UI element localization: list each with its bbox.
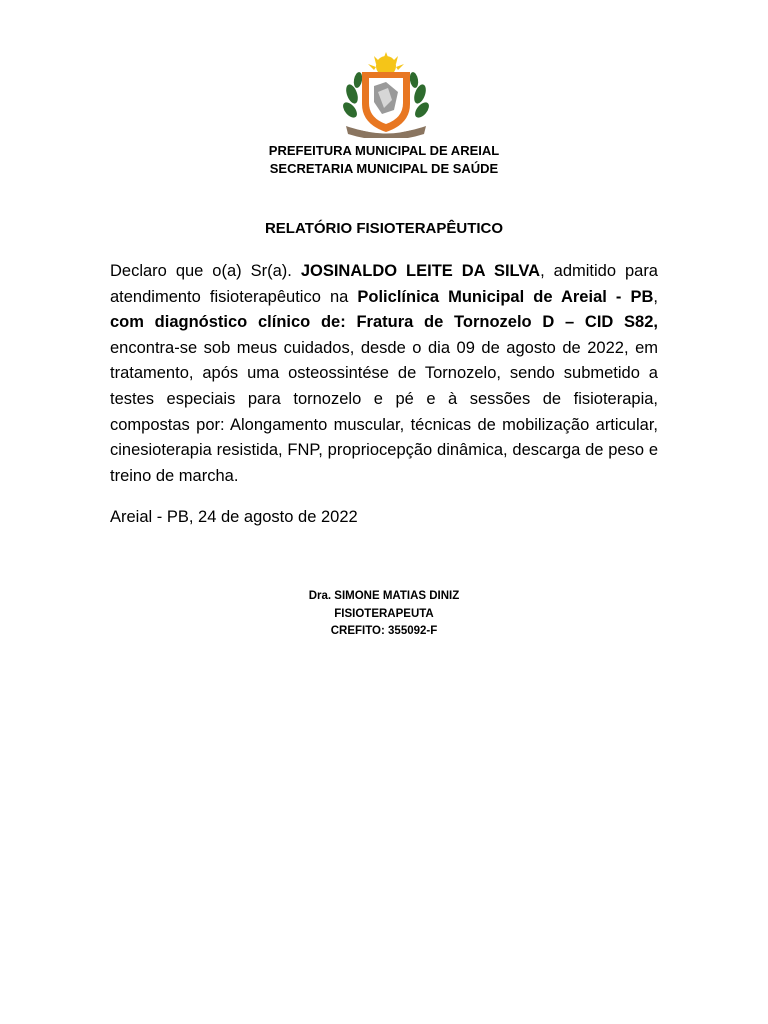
signer-role: FISIOTERAPEUTA bbox=[334, 607, 434, 620]
body-text-2: , admitido para atendimento fisioterapêutico na bbox=[110, 262, 658, 306]
report-body bbox=[110, 259, 658, 489]
clinic-name: Policlínica Municipal de Areial - PB bbox=[357, 287, 654, 306]
institution-header bbox=[0, 142, 768, 178]
header-line-2: SECRETARIA MUNICIPAL DE SAÚDE bbox=[269, 161, 499, 176]
diagnosis: com diagnóstico clínico de: Fratura de Tornozelo D – CID S82, bbox=[110, 313, 658, 332]
body-text-3: , bbox=[653, 287, 658, 306]
coat-of-arms-icon bbox=[338, 52, 434, 138]
signer-name: Dra. SIMONE MATIAS DINIZ bbox=[308, 590, 460, 602]
header-line-1: PREFEITURA MUNICIPAL DE AREIAL bbox=[268, 143, 500, 158]
patient-name: JOSINALDO LEITE DA SILVA bbox=[300, 262, 541, 280]
body-text-1: Declaro que o(a) Sr(a). bbox=[110, 262, 301, 280]
document-title: RELATÓRIO FISIOTERAPÊUTICO bbox=[264, 220, 504, 237]
date-line: Areial - PB, 24 de agosto de 2022 bbox=[110, 508, 358, 526]
signer-registry: CREFITO: 355092-F bbox=[330, 625, 438, 637]
report-paragraph bbox=[110, 259, 658, 489]
body-text-4: encontra-se sob meus cuidados, desde o dia 09 de agosto de 2022, em tratamento, após uma osteossintése de Tornozelo, sendo submetido a testes especiais para tornozelo e pé e à sessões de fisioterapia, compostas por: Alongamento muscular, técnicas de mobilização articular, cinesioterapia resistida, FNP, propriocepção dinâmica, descarga de peso e treino de marcha. bbox=[110, 338, 658, 485]
signature-block bbox=[0, 588, 768, 641]
